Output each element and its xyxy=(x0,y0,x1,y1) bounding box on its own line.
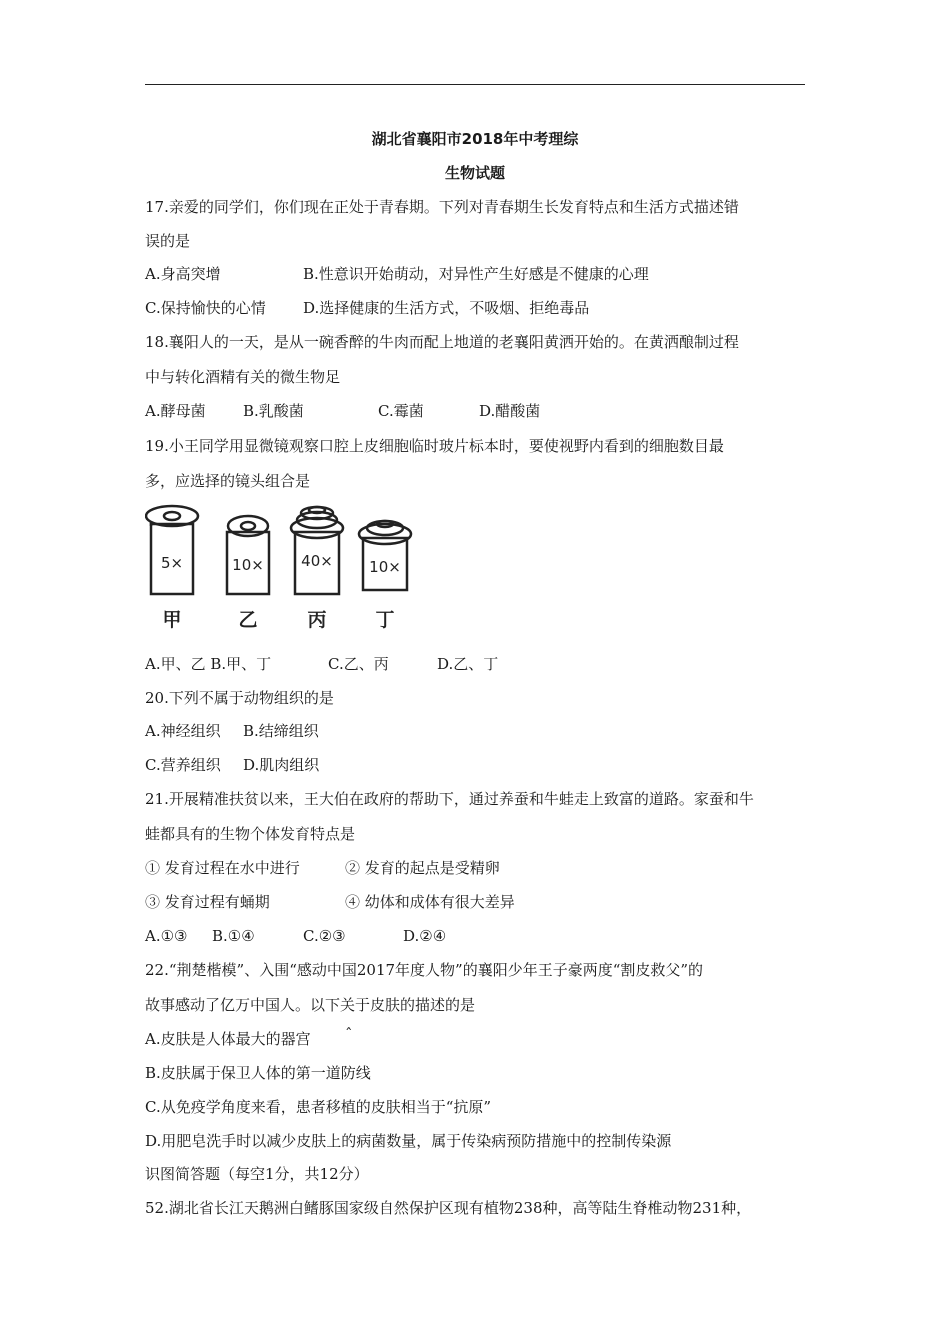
q21-statement-3: ③ 发育过程有蛹期 xyxy=(145,893,270,911)
q19-option-c: C.乙、丙 xyxy=(328,655,389,673)
q21-option-d: D.②④ xyxy=(403,927,447,945)
q17-option-a: A.身高突增 xyxy=(145,265,221,283)
q19-option-ab: A.甲、乙 B.甲、丁 xyxy=(145,655,272,673)
q22-stem-line1: 22.“荆楚楷模”、入围“感动中国2017年度人物”的襄阳少年王子豪两度“割皮救父”的 xyxy=(145,961,704,979)
lens-jia-label: 甲 xyxy=(162,609,182,631)
q21-statement-1: ① 发育过程在水中进行 xyxy=(145,859,300,877)
q21-option-b: B.①④ xyxy=(212,927,255,945)
q19-stem-line2: 多，应选择的镜头组合是 xyxy=(145,472,311,490)
q17-option-d: D.选择健康的生活方式，不吸烟、拒绝毒品 xyxy=(303,299,590,317)
section-title: 识图简答题（每空1分，共12分） xyxy=(145,1165,369,1183)
q21-stem-line2: 蛙都具有的生物个体发育特点是 xyxy=(145,825,356,843)
q52-stem-line1: 52.湖北省长江天鹅洲白鳍豚国家级自然保护区现有植物238种，高等陆生脊椎动物231种， xyxy=(145,1199,752,1217)
q21-option-c: C.②③ xyxy=(303,927,346,945)
lens-yi-label: 乙 xyxy=(238,609,258,631)
lens-bing-icon xyxy=(291,507,343,594)
q22-option-d: D.用肥皂洗手时以减少皮肤上的病菌数量，属于传染病预防措施中的控制传染源 xyxy=(145,1132,672,1150)
lens-ding-mag: 10× xyxy=(369,558,401,576)
q19-stem-line1: 19.小王同学用显微镜观察口腔上皮细胞临时玻片标本时，要使视野内看到的细胞数目最 xyxy=(145,437,724,455)
q20-option-d: D.肌肉组织 xyxy=(243,756,320,774)
header-rule xyxy=(145,84,805,85)
q19-option-d: D.乙、丁 xyxy=(437,655,499,673)
q22-option-c: C.从免疫学角度来看，患者移植的皮肤相当于“抗原” xyxy=(145,1098,492,1116)
q17-stem-line1: 17.亲爱的同学们，你们现在正处于青春期。下列对青春期生长发育特点和生活方式描述错 xyxy=(145,198,739,216)
q22-stray-mark: ˆ xyxy=(345,1025,353,1043)
q18-option-c: C.霉菌 xyxy=(378,402,424,420)
q18-option-b: B.乳酸菌 xyxy=(243,402,304,420)
q18-option-a: A.酵母菌 xyxy=(145,402,206,420)
q22-option-b: B.皮肤属于保卫人体的第一道防线 xyxy=(145,1064,371,1082)
q20-stem: 20.下列不属于动物组织的是 xyxy=(145,689,334,707)
lens-ding-label: 丁 xyxy=(375,609,395,631)
q21-statement-4: ④ 幼体和成体有很大差异 xyxy=(345,893,515,911)
lens-jia-icon xyxy=(146,506,198,594)
q21-statement-2: ② 发育的起点是受精卵 xyxy=(345,859,500,877)
lens-yi-mag: 10× xyxy=(232,556,264,574)
q17-option-c: C.保持愉快的心情 xyxy=(145,299,266,317)
lens-jia-mag: 5× xyxy=(160,554,184,572)
page-subtitle: 生物试题 xyxy=(444,164,505,182)
lens-bing-mag: 40× xyxy=(301,552,333,570)
page-title: 湖北省襄阳市2018年中考理综 xyxy=(371,130,579,148)
q17-option-b: B.性意识开始萌动，对异性产生好感是不健康的心理 xyxy=(303,265,649,283)
lens-yi-icon xyxy=(227,516,269,594)
q22-stem-line2: 故事感动了亿万中国人。以下关于皮肤的描述的是 xyxy=(145,996,476,1014)
q22-option-a: A.皮肤是人体最大的器宫 xyxy=(145,1030,311,1048)
q20-option-c: C.营养组织 xyxy=(145,756,221,774)
q21-option-a: A.①③ xyxy=(145,927,188,945)
q20-option-a: A.神经组织 xyxy=(145,722,221,740)
q17-stem-line2: 误的是 xyxy=(145,232,191,250)
q18-stem-line1: 18.襄阳人的一天，是从一碗香醉的牛肉而配上地道的老襄阳黄洒开始的。在黄洒酿制过程 xyxy=(145,333,739,351)
lens-figure xyxy=(145,502,425,632)
q18-stem-line2: 中与转化酒精有关的微生物足 xyxy=(145,368,341,386)
q18-option-d: D.醋酸菌 xyxy=(479,402,541,420)
lens-ding-icon xyxy=(359,521,411,590)
q20-option-b: B.结缔组织 xyxy=(243,722,319,740)
lens-bing-label: 丙 xyxy=(307,609,327,631)
q21-stem-line1: 21.开展精准扶贫以来，王大伯在政府的帮助下，通过养蚕和牛蛙走上致富的道路。家蚕和牛 xyxy=(145,790,754,808)
